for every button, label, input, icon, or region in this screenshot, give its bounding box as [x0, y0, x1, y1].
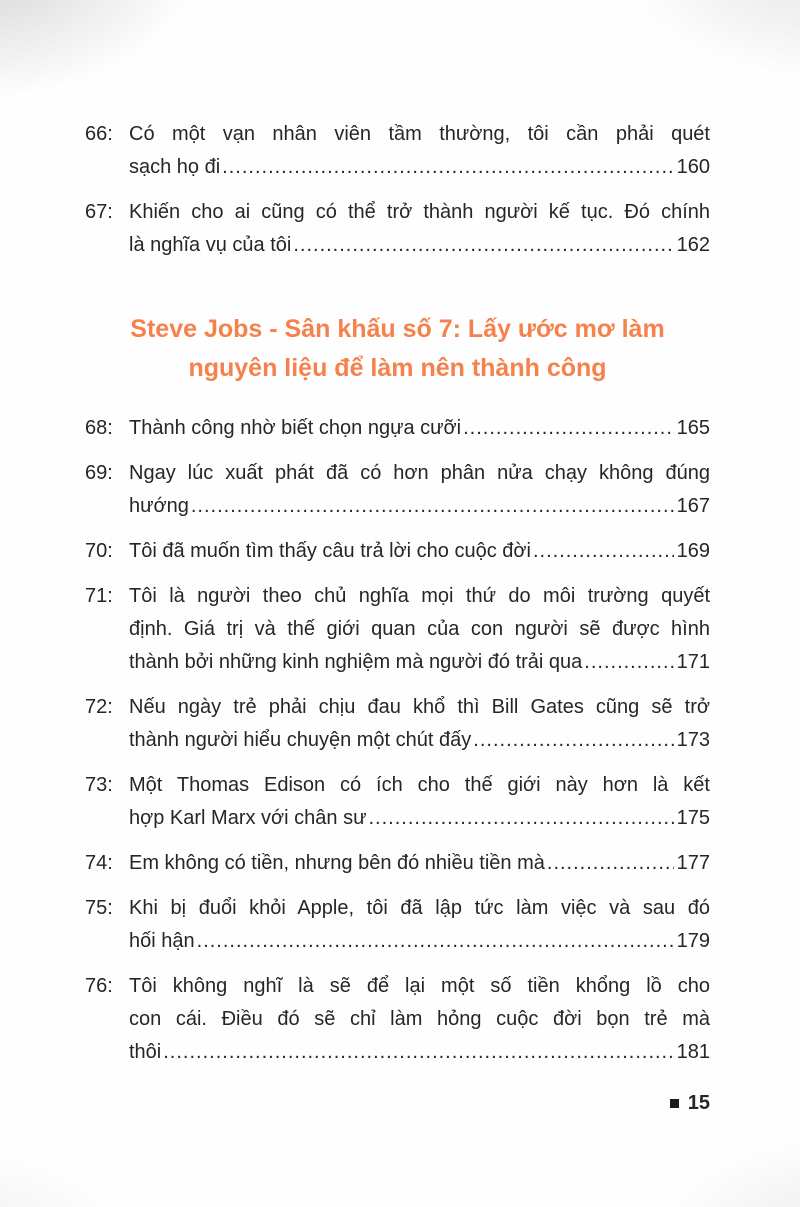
entry-page-number: 173 [676, 729, 710, 751]
dot-leader [473, 724, 673, 757]
entry-last-line [129, 724, 710, 757]
entry-text-line: Tôi là người theo chủ nghĩa mọi thứ do môi trường quyết [129, 585, 710, 607]
toc-entry [85, 580, 710, 679]
entry-number: 66: [85, 123, 113, 145]
entry-body [129, 580, 710, 679]
entry-text-line: Nếu ngày trẻ phải chịu đau khổ thì Bill Gates cũng sẽ trở [129, 696, 710, 718]
entry-text-line: Ngay lúc xuất phát đã có hơn phân nửa chạy không đúng [129, 462, 710, 484]
entry-text-line: Em không có tiền, nhưng bên đó nhiều tiền mà [129, 852, 545, 874]
toc-entry [85, 769, 710, 835]
entry-text-line: định. Giá trị và thế giới quan của con người sẽ được hình [129, 618, 710, 640]
entry-page-number: 162 [676, 234, 710, 256]
entry-last-line [129, 802, 710, 835]
entry-last-line [129, 412, 710, 445]
entry-text-line: Tôi không nghĩ là sẽ để lại một số tiền khổng lồ cho [129, 975, 710, 997]
entry-number: 74: [85, 852, 113, 874]
toc-entry [85, 892, 710, 958]
toc-entry [85, 847, 710, 880]
entry-body [129, 691, 710, 757]
entry-text-line: Một Thomas Edison có ích cho thế giới này hơn là kết [129, 774, 710, 796]
entry-last-line [129, 646, 710, 679]
section-heading-line-1: Steve Jobs - Sân khấu số 7: Lấy ước mơ làm [130, 315, 665, 343]
entry-number: 76: [85, 975, 113, 997]
entry-last-line [129, 1036, 710, 1069]
entry-body [129, 847, 710, 880]
entry-last-line [129, 847, 710, 880]
entry-number: 69: [85, 462, 113, 484]
entry-text-line: hướng [129, 495, 189, 517]
entry-page-number: 175 [676, 807, 710, 829]
dot-leader [584, 646, 673, 679]
entry-body [129, 196, 710, 262]
page-footer [670, 1092, 710, 1115]
entry-text-line: Tôi đã muốn tìm thấy câu trả lời cho cuộc đời [129, 540, 531, 562]
entry-page-number: 171 [676, 651, 710, 673]
entry-page-number: 169 [676, 540, 710, 562]
dot-leader [191, 490, 674, 523]
entry-text-line: thành người hiểu chuyện một chút đấy [129, 729, 472, 751]
entry-last-line [129, 151, 710, 184]
entry-number: 67: [85, 201, 113, 223]
entry-body [129, 892, 710, 958]
entry-text-line: thành bởi những kinh nghiệm mà người đó trải qua [129, 651, 583, 673]
entry-page-number: 165 [676, 417, 710, 439]
entry-text-line: là nghĩa vụ của tôi [129, 234, 292, 256]
square-bullet-icon [670, 1099, 679, 1108]
section-heading [85, 310, 710, 388]
entry-text-line: Khi bị đuổi khỏi Apple, tôi đã lập tức làm việc và sau đó [129, 897, 710, 919]
entry-body [129, 970, 710, 1069]
entry-body [129, 535, 710, 568]
entry-number: 73: [85, 774, 113, 796]
entry-text-line: Thành công nhờ biết chọn ngựa cưỡi [129, 417, 462, 439]
toc-entry [85, 691, 710, 757]
toc-entry [85, 196, 710, 262]
entry-body [129, 769, 710, 835]
entry-body [129, 412, 710, 445]
toc-entry [85, 412, 710, 445]
entry-last-line [129, 490, 710, 523]
dot-leader [163, 1036, 673, 1069]
toc-entry [85, 118, 710, 184]
entry-text-line: sạch họ đi [129, 156, 221, 178]
page-number: 15 [687, 1092, 710, 1114]
entry-body [129, 118, 710, 184]
dot-leader [197, 925, 674, 958]
entry-number: 71: [85, 585, 113, 607]
entry-page-number: 167 [676, 495, 710, 517]
toc-list-top [85, 118, 710, 262]
entry-body [129, 457, 710, 523]
entry-number: 68: [85, 417, 113, 439]
entry-last-line [129, 925, 710, 958]
table-of-contents [85, 118, 710, 1069]
entry-text-line: hối hận [129, 930, 195, 952]
entry-text-line: hợp Karl Marx với chân sư [129, 807, 367, 829]
dot-leader [368, 802, 673, 835]
entry-page-number: 160 [676, 156, 710, 178]
entry-page-number: 179 [676, 930, 710, 952]
entry-text-line: thôi [129, 1041, 162, 1063]
entry-last-line [129, 535, 710, 568]
entry-number: 70: [85, 540, 113, 562]
entry-text-line: con cái. Điều đó sẽ chỉ làm hỏng cuộc đời bọn trẻ mà [129, 1008, 710, 1030]
entry-number: 75: [85, 897, 113, 919]
entry-number: 72: [85, 696, 113, 718]
dot-leader [463, 412, 674, 445]
entry-last-line [129, 229, 710, 262]
entry-text-line: Khiến cho ai cũng có thể trở thành người kế tục. Đó chính [129, 201, 710, 223]
toc-entry [85, 535, 710, 568]
toc-list-bottom [85, 412, 710, 1069]
toc-entry [85, 970, 710, 1069]
entry-page-number: 177 [676, 852, 710, 874]
dot-leader [293, 229, 673, 262]
entry-text-line: Có một vạn nhân viên tầm thường, tôi cần phải quét [129, 123, 710, 145]
dot-leader [533, 535, 674, 568]
dot-leader [547, 847, 674, 880]
toc-entry [85, 457, 710, 523]
dot-leader [222, 151, 673, 184]
section-heading-line-2: nguyên liệu để làm nên thành công [188, 354, 607, 382]
entry-page-number: 181 [676, 1041, 710, 1063]
